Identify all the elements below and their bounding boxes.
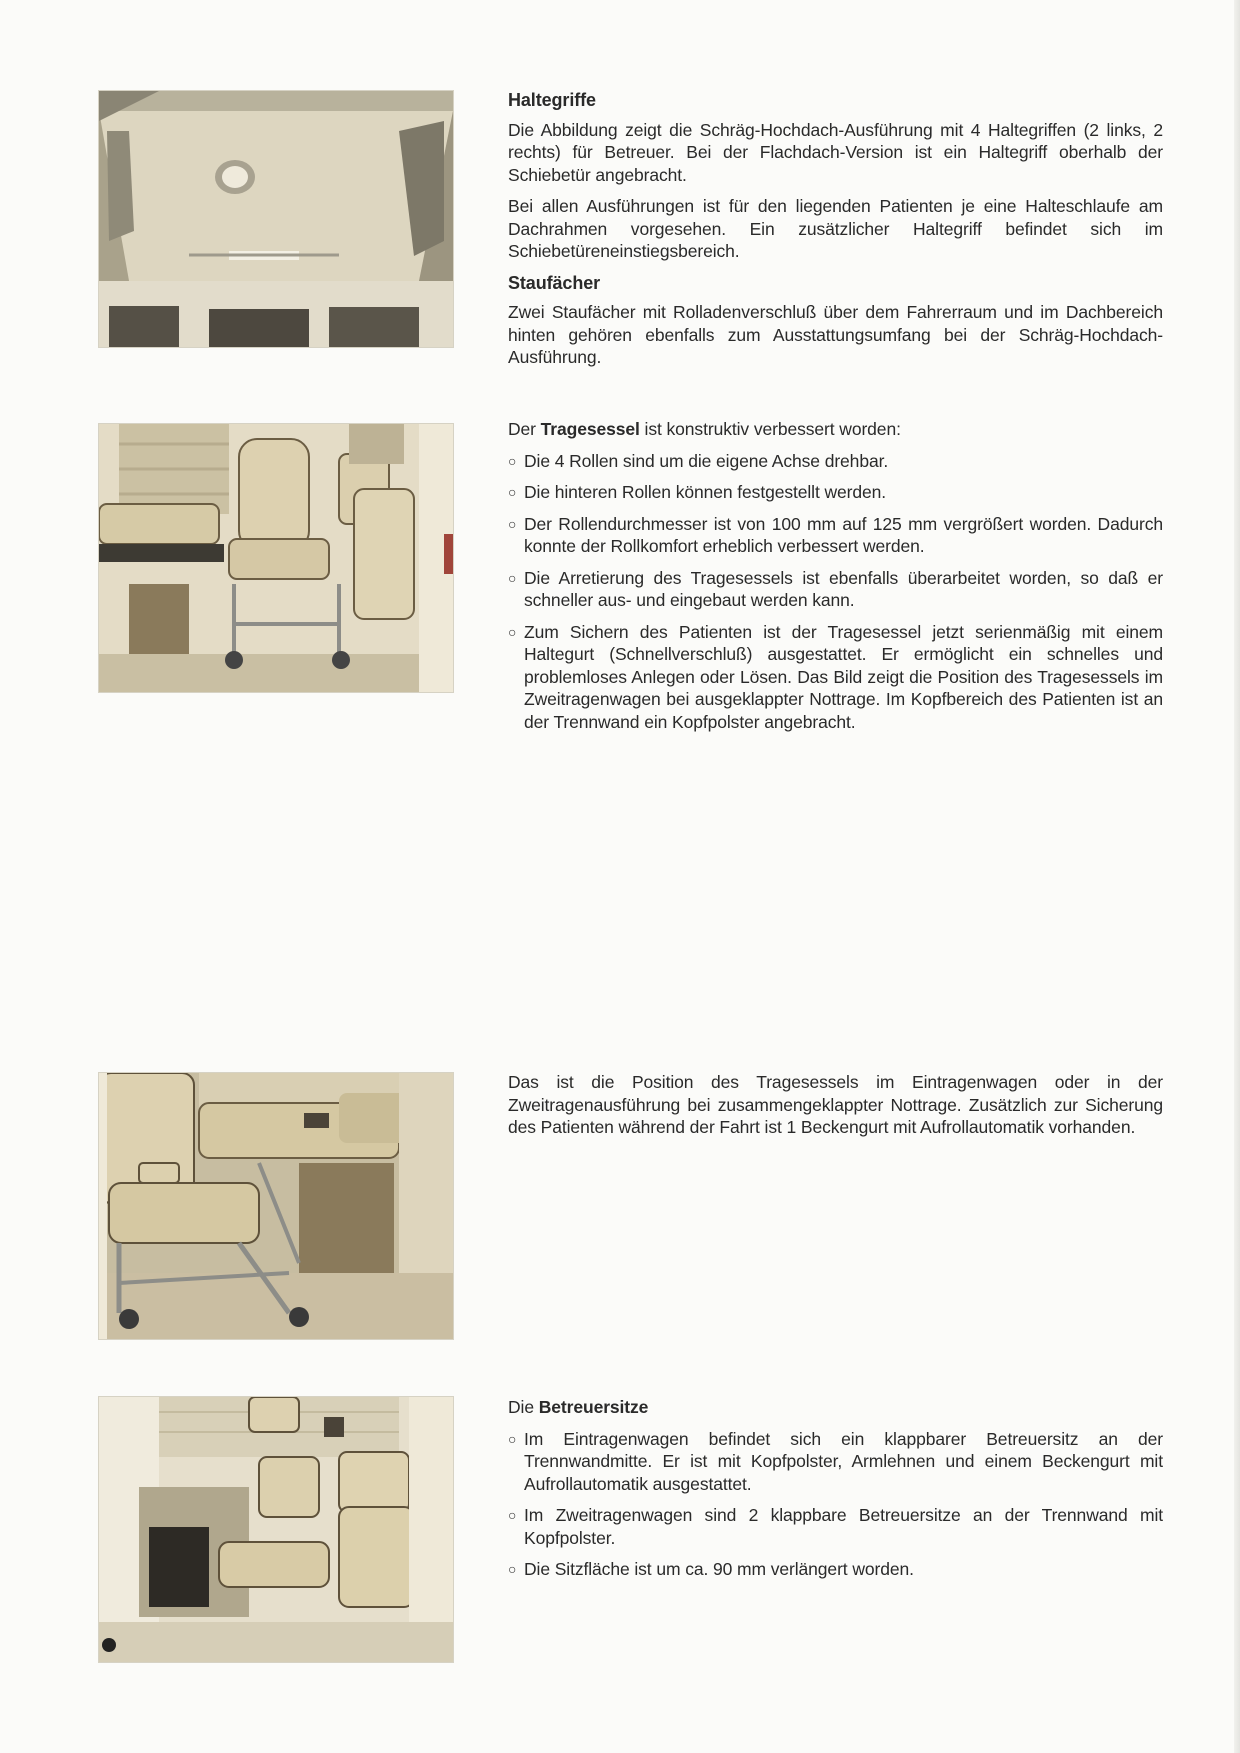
section-eintragenwagen (508, 1071, 1163, 1148)
list-item: ○ Die hinteren Rollen können festgestellt werden. (508, 482, 887, 502)
bullet-icon: ○ (508, 452, 517, 469)
bullet-icon: ○ (508, 1507, 517, 1523)
betreuersitze-intro: Die Betreuersitze (508, 1397, 649, 1417)
bullet-icon: ○ (508, 1561, 517, 1577)
bullet-icon: ○ (508, 515, 517, 532)
bullet-icon: ○ (508, 569, 517, 586)
paragraph-haltegriffe-2: Bei allen Ausführungen ist für den liegenden Patienten je eine Halteschlaufe am Dachrahmen vorgesehen. Ein zusätzlicher Haltegriff befindet sich im Schiebetüreneinstiegsbereich. (508, 196, 1163, 261)
paragraph-eintragenwagen: Das ist die Position des Tragesessels im Eintragenwagen oder in der Zweitragenausführung bei zusammengeklappter Nottrage. Zusätzlich zur Sicherung des Patienten während der Fahrt ist 1 Beckengurt mit Aufrollautomatik vorhanden. (508, 1072, 1163, 1137)
list-item: ○ Im Zweitragenwagen sind 2 klappbare Betreuersitze an der Trennwand mit Kopfpolster. (508, 1505, 1163, 1548)
bullet-icon: ○ (508, 1430, 517, 1447)
heading-haltegriffe: Haltegriffe (508, 90, 596, 110)
list-item: ○ Im Eintragenwagen befindet sich ein klappbarer Betreuersitz an der Trennwandmitte. Er ist mit Kopfpolster, Armlehnen und einem Beckengurt mit Aufrollautomatik ausgestattet. (508, 1428, 1163, 1494)
photo-roof-handles (98, 90, 454, 348)
section-haltegriffe (508, 89, 1163, 378)
list-item: ○ Die Sitzfläche ist um ca. 90 mm verlängert worden. (508, 1559, 914, 1579)
bullet-icon: ○ (508, 484, 517, 500)
photo-tragesessel-zweitragen (98, 423, 454, 693)
list-item: ○ Die Arretierung des Tragesessels ist ebenfalls überarbeitet worden, so daß er schneller aus- und eingebaut werden kann. (508, 567, 1163, 610)
bullet-icon: ○ (508, 623, 517, 640)
paragraph-staufaecher: Zwei Staufächer mit Rolladenverschluß über dem Fahrerraum und im Dachbereich hinten gehören ebenfalls zum Ausstattungsumfang bei der Schräg-Hochdach-Ausführung. (508, 302, 1163, 367)
photo-tragesessel-eintragen (98, 1072, 454, 1340)
heading-staufaecher: Staufächer (508, 272, 601, 293)
list-item: ○ Die 4 Rollen sind um die eigene Achse drehbar. (508, 450, 889, 471)
photo-betreuersitze (98, 1396, 454, 1663)
section-betreuersitze (508, 1396, 1163, 1590)
list-item: ○ Zum Sichern des Patienten ist der Tragesessel jetzt serienmäßig mit einem Haltegurt (Schnellverschluß) ausgestattet. Er ermöglicht ein schnelles und problemloses Anlegen oder Lösen. Das Bild zeigt die Position des Tragesessels im Zweitragenwagen bei ausgeklappter Nottrage. Im Kopfbereich des Patienten ist an der Trennwand ein Kopfpolster angebracht. (508, 621, 1163, 732)
tragesessel-bold-term: Tragesessel (540, 419, 640, 439)
section-tragesessel (508, 418, 1163, 742)
list-item: ○ Der Rollendurchmesser ist von 100 mm auf 125 mm vergrößert worden. Dadurch konnte der Rollkomfort erheblich verbessert werden. (508, 513, 1163, 556)
betreuersitze-bold-term: Betreuersitze (538, 1397, 649, 1417)
tragesessel-intro: Der Tragesessel ist konstruktiv verbessert worden: (508, 419, 901, 439)
tragesessel-list (508, 450, 1163, 734)
paragraph-haltegriffe-1: Die Abbildung zeigt die Schräg-Hochdach-Ausführung mit 4 Haltegriffen (2 links, 2 rechts) für Betreuer. Bei der Flachdach-Version ist ein Haltegriff oberhalb der Schiebetür angebracht. (508, 119, 1163, 185)
page-edge-shadow (1234, 0, 1240, 1753)
betreuersitze-list (508, 1428, 1163, 1581)
